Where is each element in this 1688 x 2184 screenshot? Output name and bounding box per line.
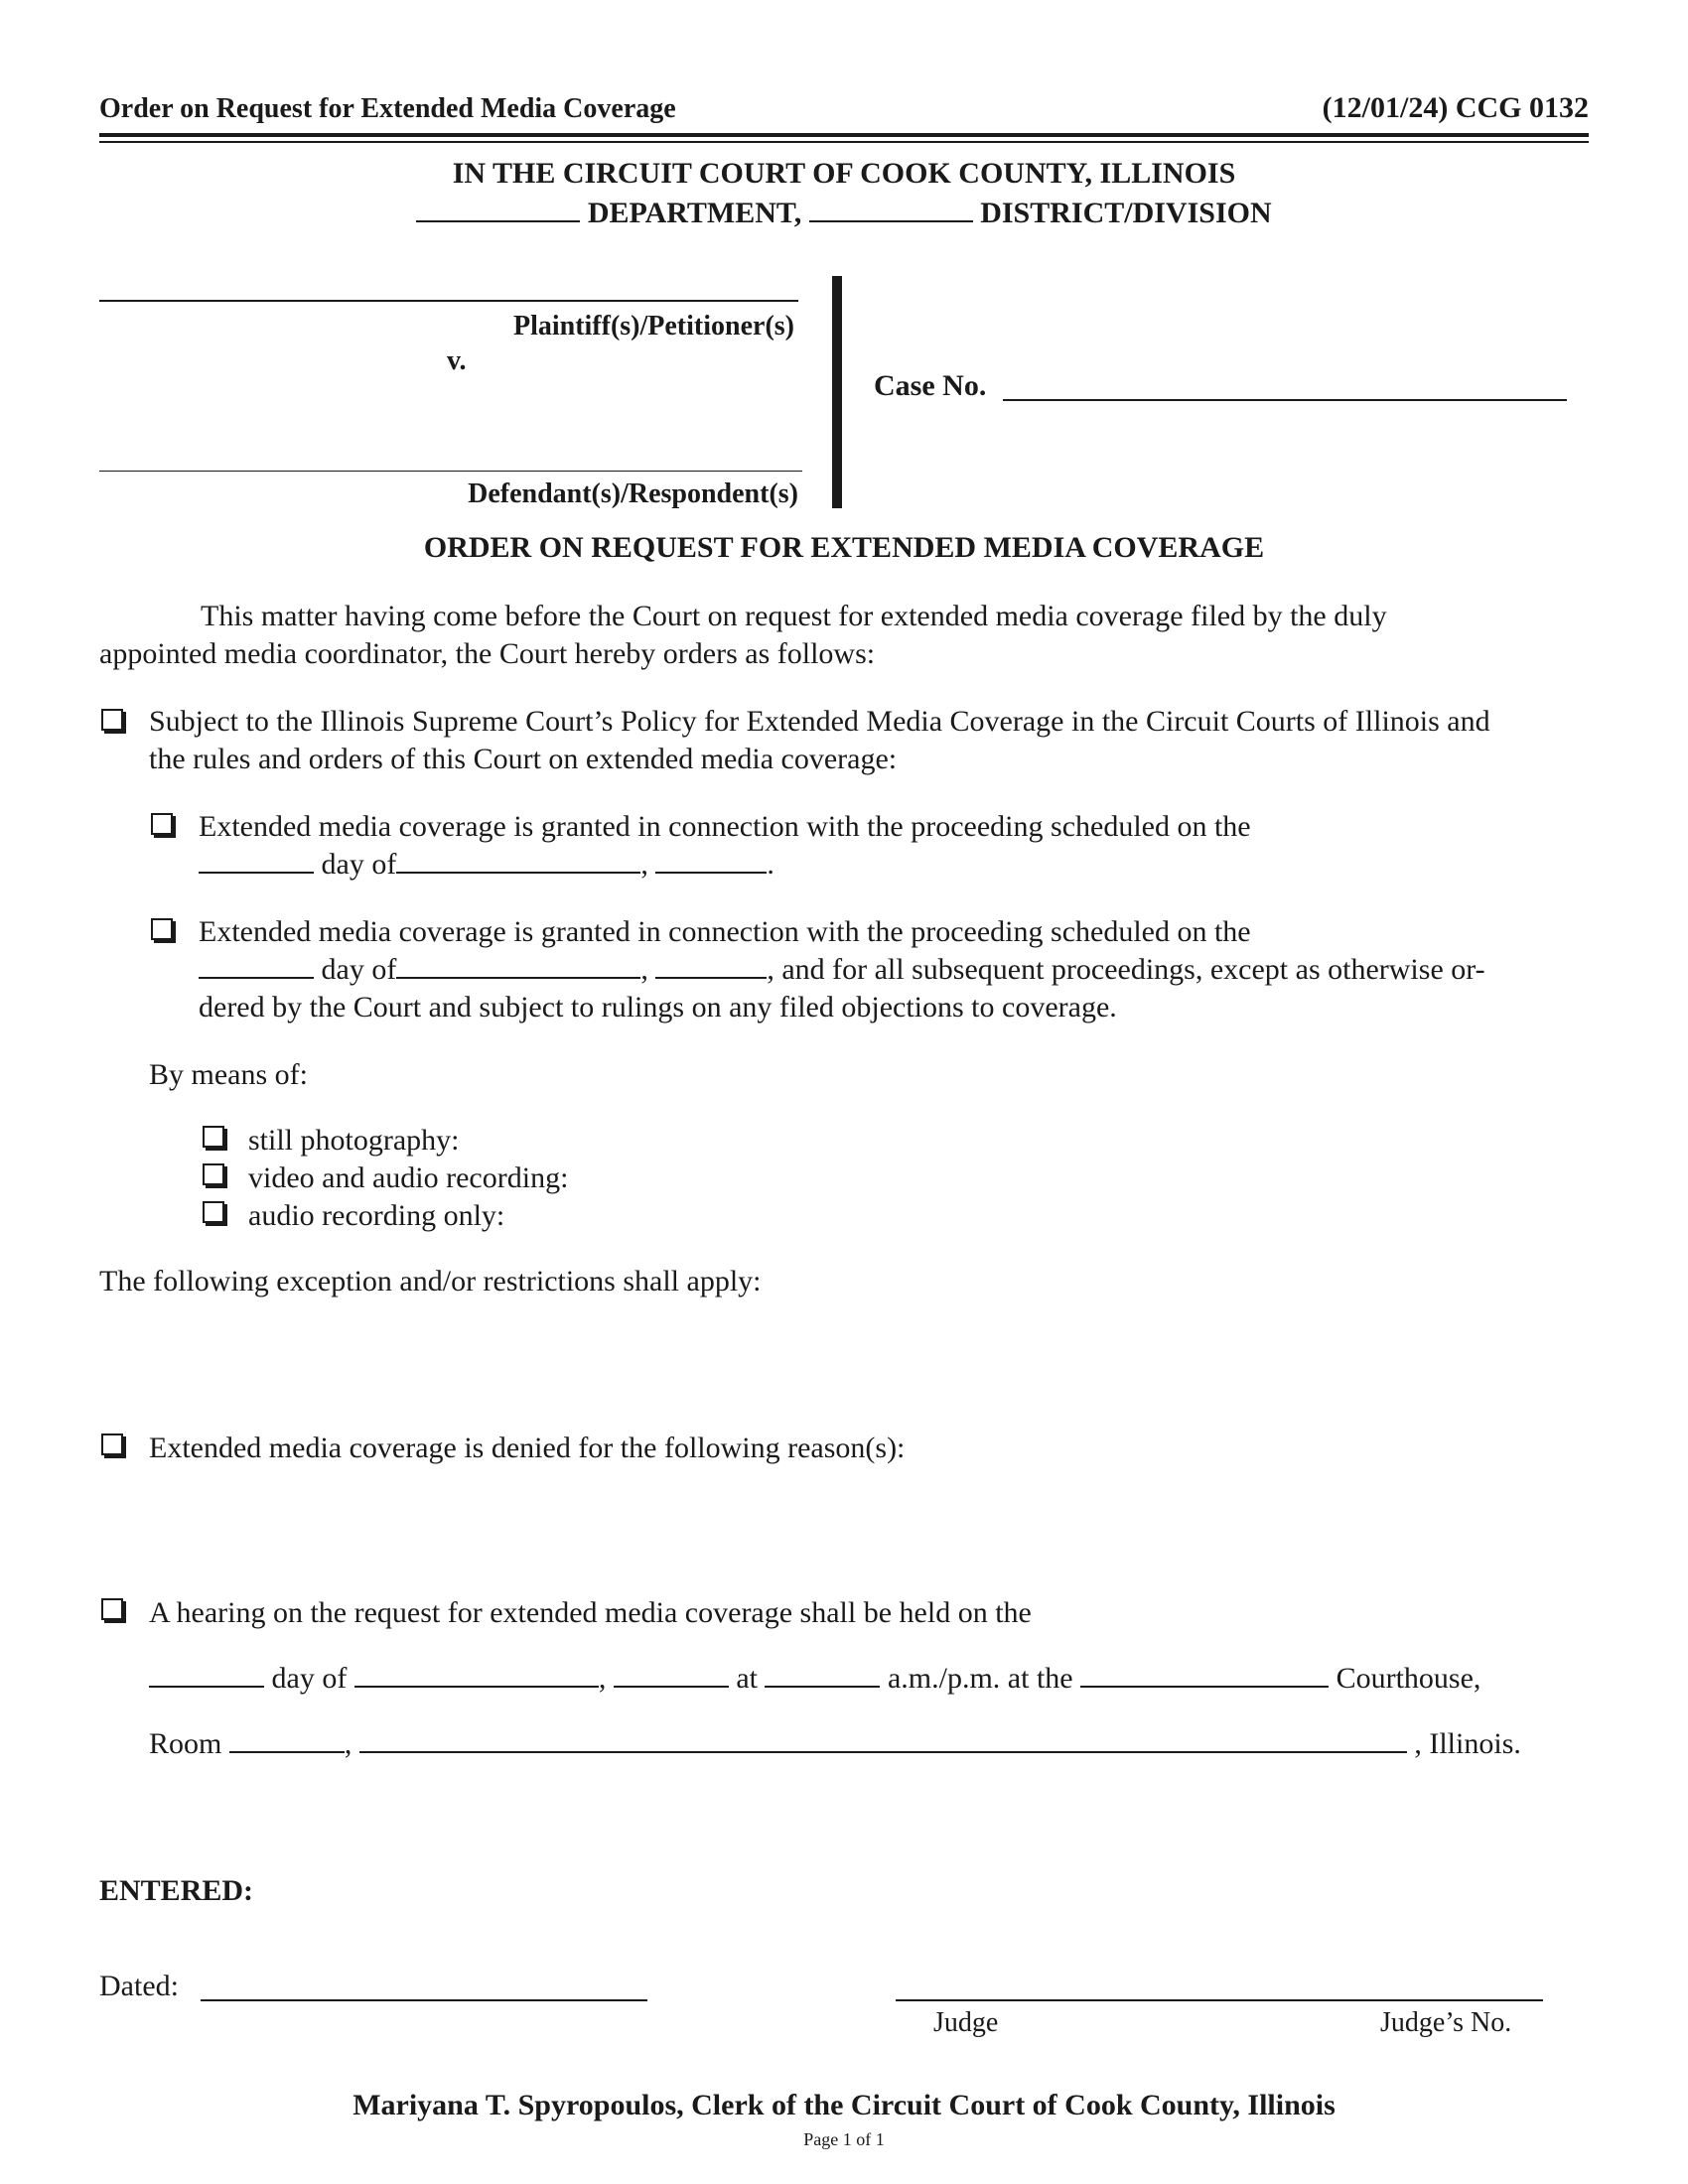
subject-line2: the rules and orders of this Court on extended media coverage: xyxy=(149,743,898,775)
intro-line1: This matter having come before the Court on request for extended media coverage filed by the duly xyxy=(201,600,1387,632)
intro-line2: appointed media coordinator, the Court hereby orders as follows: xyxy=(99,637,876,670)
court-line1: IN THE CIRCUIT COURT OF COOK COUNTY, ILLINOIS xyxy=(452,157,1236,190)
hearing-time-blank[interactable] xyxy=(765,1662,880,1688)
district-blank[interactable] xyxy=(809,197,973,222)
granted-subsequent-day-of: day of xyxy=(321,953,397,986)
hearing-courthouse-blank[interactable] xyxy=(1080,1662,1329,1688)
means-video-label: video and audio recording: xyxy=(248,1161,569,1194)
granted-subsequent-checkbox[interactable] xyxy=(151,918,173,940)
granted-subsequent-day-blank[interactable] xyxy=(199,953,314,979)
hearing-address-blank[interactable] xyxy=(359,1727,1407,1753)
hearing-year-blank[interactable] xyxy=(614,1662,729,1688)
granted-subsequent-line1: Extended media coverage is granted in connection with the proceeding scheduled on the xyxy=(199,915,1251,948)
defendant-label: Defendant(s)/Respondent(s) xyxy=(468,478,798,509)
subject-checkbox[interactable] xyxy=(101,709,123,731)
district-label: DISTRICT/DIVISION xyxy=(980,197,1272,229)
means-still-checkbox[interactable] xyxy=(203,1126,224,1148)
hearing-checkbox[interactable] xyxy=(101,1598,123,1620)
hearing-courthouse: Courthouse, xyxy=(1336,1662,1481,1695)
granted-subsequent-line2 xyxy=(199,951,1485,989)
header-rule-thick xyxy=(99,133,1589,137)
department-blank[interactable] xyxy=(416,197,580,222)
granted-single-line1: Extended media coverage is granted in connection with the proceeding scheduled on the xyxy=(199,810,1251,843)
means-audio-checkbox[interactable] xyxy=(203,1201,224,1223)
page-number: Page 1 of 1 xyxy=(803,2129,885,2149)
hearing-room-comma: , xyxy=(344,1727,352,1760)
denied-checkbox[interactable] xyxy=(101,1433,123,1455)
granted-subsequent-month-blank[interactable] xyxy=(396,953,640,979)
hearing-room-blank[interactable] xyxy=(229,1727,345,1753)
judge-label: Judge xyxy=(933,2007,999,2038)
form-title: Order on Request for Extended Media Coverage xyxy=(99,93,676,124)
versus: v. xyxy=(447,345,467,376)
hearing-day-blank[interactable] xyxy=(149,1662,264,1688)
plaintiff-line[interactable] xyxy=(99,300,798,302)
granted-subsequent-tail: , and for all subsequent proceedings, except as otherwise or- xyxy=(767,953,1485,986)
case-no-label: Case No. xyxy=(874,369,987,402)
granted-single-checkbox[interactable] xyxy=(151,813,173,835)
hearing-line3 xyxy=(149,1725,1521,1763)
granted-subsequent-comma: , xyxy=(640,953,648,986)
hearing-day-of: day of xyxy=(271,1662,348,1695)
granted-single-month-blank[interactable] xyxy=(396,848,640,874)
clerk-footer: Mariyana T. Spyropoulos, Clerk of the Circuit Court of Cook County, Illinois xyxy=(352,2089,1336,2121)
order-title: ORDER ON REQUEST FOR EXTENDED MEDIA COVERAGE xyxy=(423,531,1265,564)
hearing-month-blank[interactable] xyxy=(354,1662,599,1688)
denied-label: Extended media coverage is denied for the following reason(s): xyxy=(149,1432,906,1464)
plaintiff-label: Plaintiff(s)/Petitioner(s) xyxy=(512,311,794,341)
means-label: By means of: xyxy=(149,1058,308,1091)
granted-single-day-blank[interactable] xyxy=(199,848,314,874)
granted-single-year-blank[interactable] xyxy=(655,848,767,874)
dated-field[interactable] xyxy=(201,1999,647,2001)
caption-divider xyxy=(832,276,842,508)
granted-single-line2 xyxy=(199,846,774,884)
case-no-field[interactable] xyxy=(1003,399,1567,401)
granted-single-comma: , xyxy=(640,848,648,881)
granted-single-period: . xyxy=(767,848,774,881)
hearing-room-label: Room xyxy=(149,1727,222,1760)
restrictions-label: The following exception and/or restrictions shall apply: xyxy=(99,1265,762,1297)
means-audio-label: audio recording only: xyxy=(248,1199,505,1232)
hearing-illinois: , Illinois. xyxy=(1414,1727,1521,1760)
dated-label: Dated: xyxy=(99,1970,179,2002)
hearing-line1: A hearing on the request for extended media coverage shall be held on the xyxy=(149,1596,1032,1629)
court-line2 xyxy=(0,195,1688,232)
judge-signature-line[interactable] xyxy=(896,1999,1543,2001)
judge-no-label: Judge’s No. xyxy=(1380,2007,1512,2038)
defendant-line[interactable] xyxy=(99,471,802,472)
form-code: (12/01/24) CCG 0132 xyxy=(1322,91,1589,124)
department-label: DEPARTMENT, xyxy=(587,197,802,229)
hearing-at: at xyxy=(736,1662,758,1695)
hearing-comma: , xyxy=(598,1662,607,1695)
hearing-line2 xyxy=(149,1660,1480,1698)
means-video-checkbox[interactable] xyxy=(203,1163,224,1185)
hearing-ampm: a.m./p.m. at the xyxy=(887,1662,1073,1695)
means-still-label: still photography: xyxy=(248,1124,460,1157)
granted-subsequent-line3: dered by the Court and subject to rulings on any filed objections to coverage. xyxy=(199,991,1117,1024)
subject-line1: Subject to the Illinois Supreme Court’s Policy for Extended Media Coverage in the Circuit Courts of Illinois and xyxy=(149,705,1490,738)
header-rule-thin xyxy=(99,141,1589,143)
entered-label: ENTERED: xyxy=(99,1874,254,1907)
granted-subsequent-year-blank[interactable] xyxy=(655,953,767,979)
granted-single-day-of: day of xyxy=(321,848,397,881)
